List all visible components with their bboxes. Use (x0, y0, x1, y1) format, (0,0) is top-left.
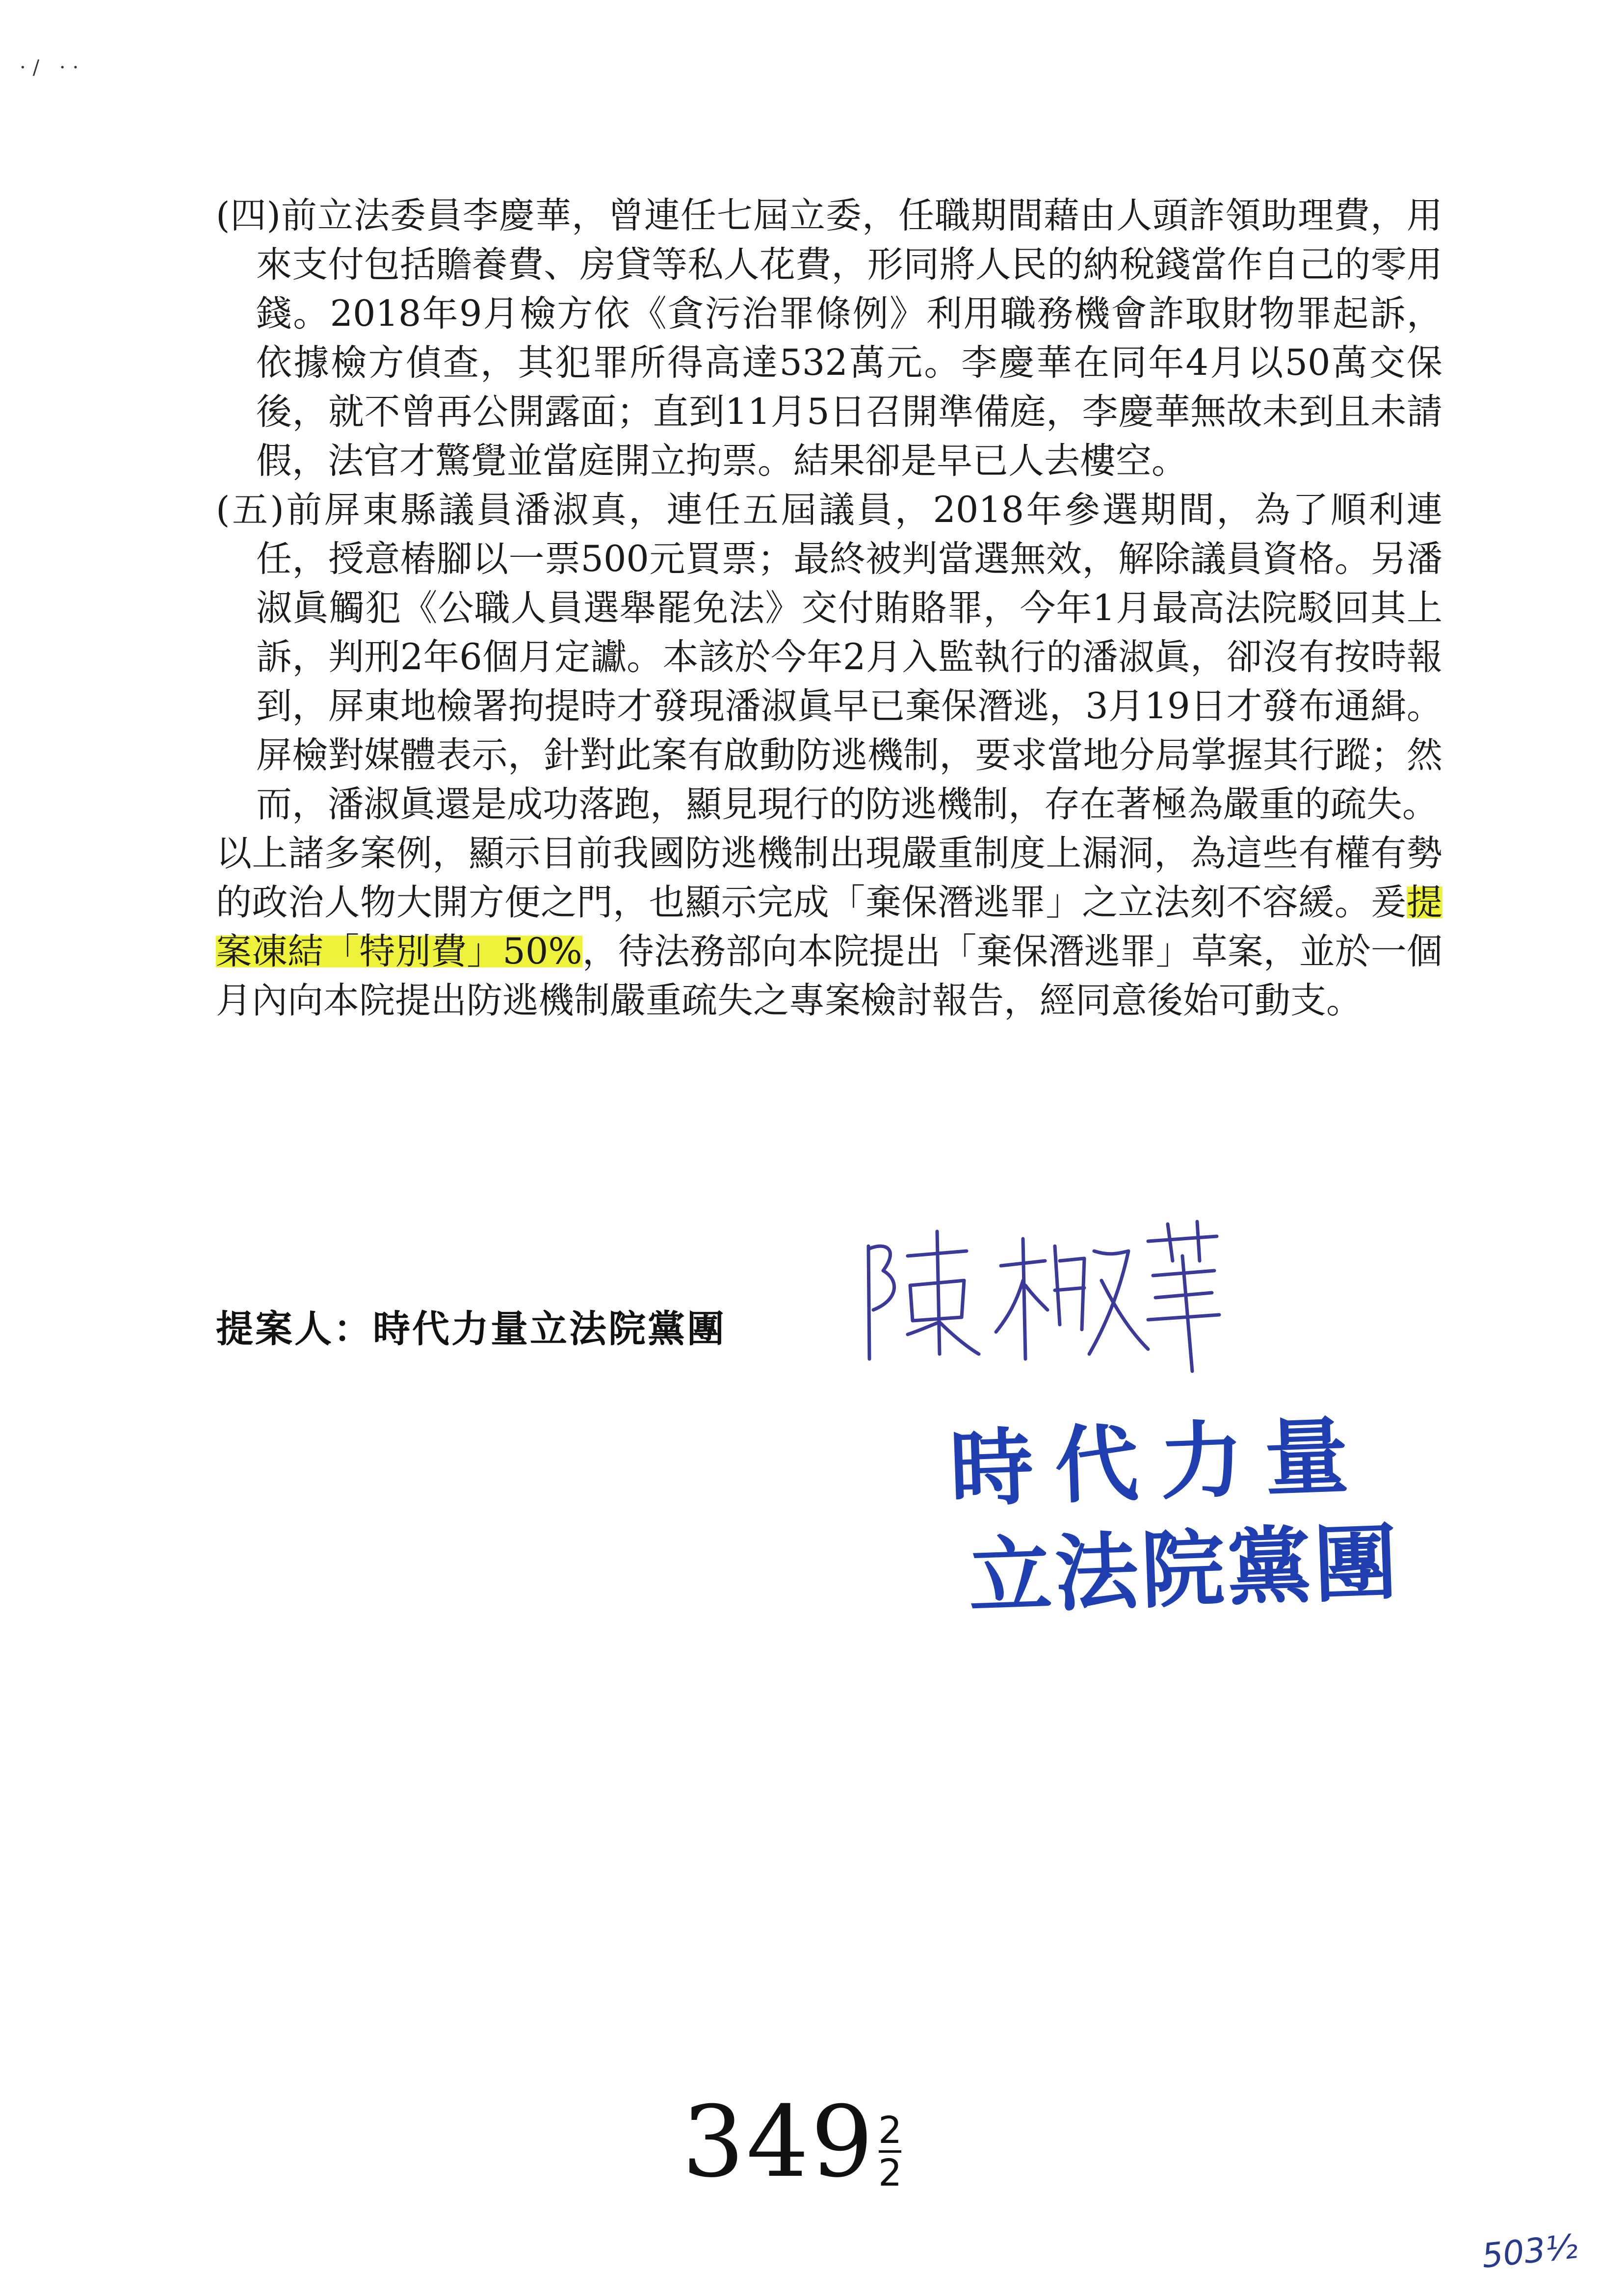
page-fraction (878, 2108, 902, 2194)
case-five-paragraph: (五)前屏東縣議員潘淑真，連任五屆議員，2018年參選期間，為了順利連任，授意樁腳以一票500元買票；最終被判當選無效，解除議員資格。另潘淑眞觸犯《公職人員選舉罷免法》交付賄賂罪，今年1月最高法院駁回其上訴，判刑2年6個月定讞。本該於今年2月入監執行的潘淑眞，卻沒有按時報到，屏東地檢署拘提時才發現潘淑眞早已棄保潛逃，3月19日才發布通緝。屏檢對媒體表示，針對此案有啟動防逃機制，要求當地分局掌握其行蹤；然而，潘淑眞還是成功落跑，顯見現行的防逃機制，存在著極為嚴重的疏失。 (216, 489, 1442, 825)
document-body (216, 191, 1442, 1025)
case-four-paragraph: (四)前立法委員李慶華，曾連任七屆立委，任職期間藉由人頭詐領助理費，用來支付包括贍養費、房貸等私人花費，形同將人民的納稅錢當作自己的零用錢。2018年9月檢方依《貪污治罪條例》利用職務機會詐取財物罪起訴，依據檢方偵查，其犯罪所得高達532萬元。李慶華在同年4月以50萬交保後，就不曾再公開露面；直到11月5日召開準備庭，李慶華無故未到且未請假，法官才驚覺並當庭開立拘票。結果卻是早已人去樓空。 (216, 195, 1442, 482)
stamp-line-party: 時代力量 (948, 1407, 1372, 1519)
highlighted-freeze-proposal: 提案凍結「特別費」50% (216, 882, 1442, 972)
handwritten-archive-number: 503½ (1480, 2227, 1580, 2276)
handwritten-signature (854, 1212, 1227, 1374)
scan-corner-marks: ·/ ·· (20, 56, 86, 79)
page-number: 349 (682, 2085, 875, 2199)
party-caucus-stamp (948, 1400, 1437, 1632)
conclusion-text-before: 以上諸多案例，顯示目前我國防逃機制出現嚴重制度上漏洞，為這些有權有勢的政治人物大開方便之門，也顯示完成「棄保潛逃罪」之立法刻不容緩。爰 (216, 833, 1442, 923)
page-fraction-denominator: 2 (878, 2151, 902, 2194)
page-fraction-numerator: 2 (878, 2108, 902, 2152)
proposer-label: 提案人：時代力量立法院黨團 (216, 1307, 726, 1351)
conclusion-text-after: ，待法務部向本院提出「棄保潛逃罪」草案，並於一個月內向本院提出防逃機制嚴重疏失之專案檢討報告，經同意後始可動支。 (216, 931, 1442, 1021)
stamp-line-caucus: 立法院黨團 (967, 1514, 1402, 1626)
conclusion-paragraph (216, 829, 1442, 1025)
